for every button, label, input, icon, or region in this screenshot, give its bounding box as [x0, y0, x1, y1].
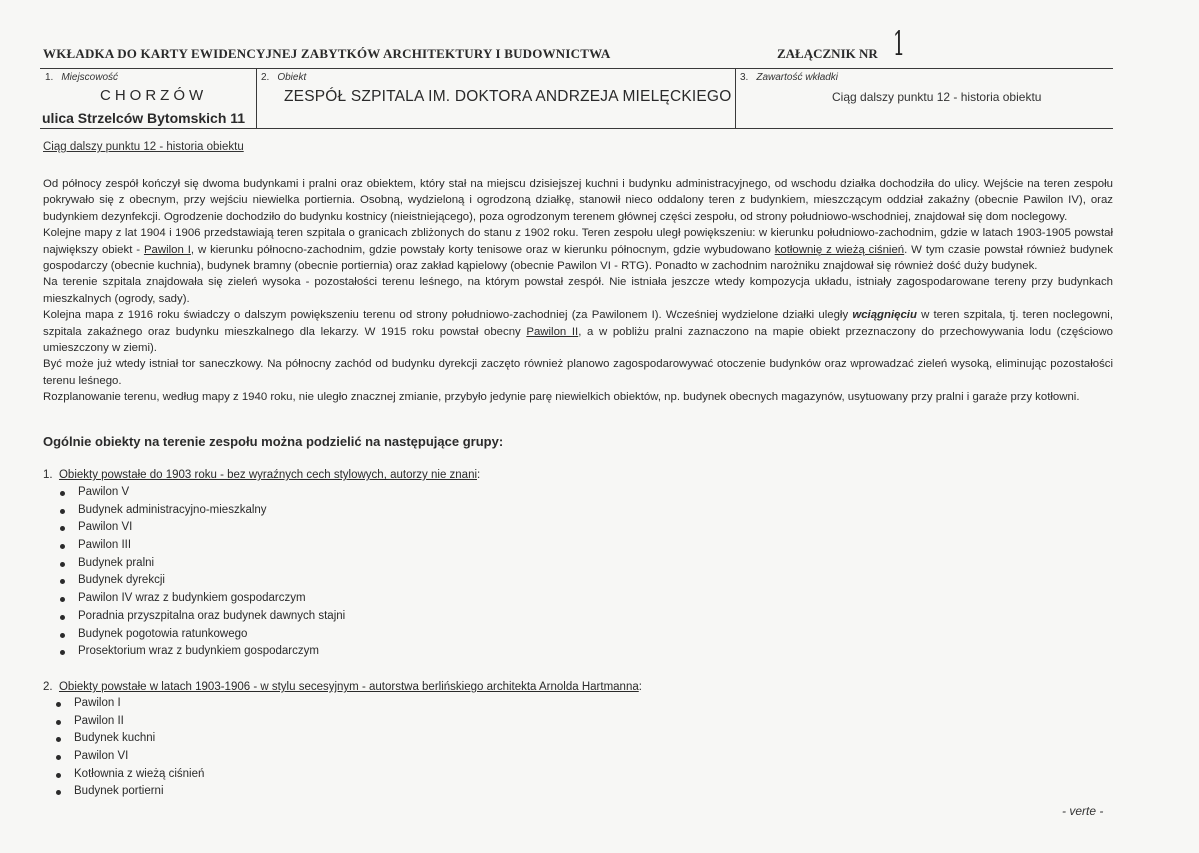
cell-1-number: 1. — [45, 72, 54, 83]
list-item: Pawilon VI — [58, 519, 345, 537]
section-1-colon: : — [477, 469, 481, 481]
cell-2-label: Obiekt — [277, 72, 307, 83]
list-item: Budynek kuchni — [54, 730, 204, 748]
header-divider-2 — [735, 68, 736, 128]
paragraph-4-part-a: Kolejna mapa z 1916 roku świadczy o dalszym powiększeniu terenu od strony południowo-zachodniej (za Pawilonem I). Wcześniej wydzielone działki uległy — [43, 309, 853, 322]
paragraph-2-part-c: . W tym czasie powstał również budynek gospodarczy (obecnie kuchnia), budynek bramny (obecnie portiernia) oraz zakład kąpielowy (obecnie Pawilon VI - RTG). Ponadto w zachodnim narożniku znajdował się również dość duży budynek. — [43, 243, 1113, 273]
verte-note: - verte - — [1062, 804, 1104, 818]
cell-3-number: 3. — [740, 72, 749, 83]
groups-heading: Ogólnie obiekty na terenie zespołu można podzielić na następujące grupy: — [43, 434, 504, 449]
paragraph-3: Na terenie szpitala znajdowała się zieleń wysoka - pozostałości terenu leśnego, na którym powstał zespół. Nie istniała jeszcze wtedy kompozycja układu, istniały zagospodarowane tereny przy budynkach mieszkalnych (ogrody, sady). — [43, 276, 1113, 305]
paragraph-5: Być może już wtedy istniał tor saneczkowy. Na północny zachód od budynku dyrekcji zaczęto również planowo zagospodarowywać otoczenie budynków oraz wprowadzać zieleń wysoką, eliminując pozostałości terenu leśnego. — [43, 358, 1113, 387]
list-item: Poradnia przyszpitalna oraz budynek dawnych stajni — [58, 608, 345, 626]
annex-number: 1 — [893, 24, 905, 64]
cell-2-number: 2. — [261, 72, 270, 83]
list-item: Budynek pogotowia ratunkowego — [58, 626, 345, 644]
annex-label: ZAŁĄCZNIK NR — [777, 46, 878, 61]
section-2-list — [54, 695, 204, 801]
paragraph-4-emphasis: wciągnięciu — [852, 309, 917, 322]
paragraph-2 — [43, 225, 1113, 274]
list-item: Budynek administracyjno-mieszkalny — [58, 502, 345, 520]
location-street: ulica Strzelców Bytomskich 11 — [42, 110, 246, 126]
header-divider-1 — [256, 68, 257, 128]
paragraph-4-part-b: w teren szpitala, tj. teren noclegowni, szpitala zakaźnego oraz budynku mieszkalnego dla lekarzy. W 1915 roku powstał obecny — [43, 309, 1113, 338]
cell-3-label: Zawartość wkładki — [756, 72, 839, 83]
cell-2-header — [261, 72, 306, 83]
cell-3-header — [740, 72, 838, 83]
history-text — [43, 176, 1113, 406]
section-2-title-text: Obiekty powstałe w latach 1903-1906 - w stylu secesyjnym - autorstwa berlińskiego architekta Arnolda Hartmanna — [58, 681, 639, 693]
header-bottom-rule — [40, 128, 1113, 129]
list-item: Prosektorium wraz z budynkiem gospodarczym — [58, 643, 345, 661]
section-1-title — [43, 469, 480, 481]
document-title: WKŁADKA DO KARTY EWIDENCYJNEJ ZABYTKÓW ARCHITEKTURY I BUDOWNICTWA — [43, 46, 611, 61]
header-top-rule — [40, 68, 1113, 69]
list-item: Pawilon IV wraz z budynkiem gospodarczym — [58, 590, 345, 608]
paragraph-4-part-c: , a w pobliżu pralni zaznaczono na mapie obiekt przeznaczony do przechowywania lodu (częściowo umieszczony w ziemi). — [43, 325, 1114, 355]
paragraph-1: Od północy zespół kończył się dwoma budynkami i pralni oraz obiektem, który stał na miejscu dzisiejszej kuchni i budynku administracyjnego, od wschodu działka dochodziła do ulicy. Wejście na teren zespołu pokrywało się z obecnym, przy wejściu niewielka portiernia. Osobną, wydzieloną i ogrodzoną działkę, stanowił nieco oddalony teren z budynkiem, mieszczącym oddział zakaźny (obecnie Pawilon IV), oraz budynkiem dezynfekcji. Ogrodzenie dochodziło do budynku kostnicy (nieistniejącego), poza ogrodzonym terenem głównej części zespołu, od strony południowo-wschodniej, znajdował się dom noclegowy. — [43, 178, 1113, 223]
section-2-number: 2. — [43, 681, 53, 693]
pawilon-ii-ref: Pawilon II — [526, 325, 579, 338]
section-1-list — [58, 484, 345, 661]
section-1-title-text: Obiekty powstałe do 1903 roku - bez wyraźnych cech stylowych, autorzy nie znani — [58, 469, 478, 481]
boiler-house-ref: kotłownię z wieżą ciśnień — [774, 243, 905, 256]
list-item: Pawilon II — [54, 713, 204, 731]
section-2-title — [43, 681, 642, 693]
list-item: Budynek portierni — [54, 783, 204, 801]
pawilon-i-ref: Pawilon I — [143, 243, 191, 256]
cell-1-label: Miejscowość — [61, 72, 119, 83]
list-item: Pawilon I — [54, 695, 204, 713]
list-item: Budynek dyrekcji — [58, 572, 345, 590]
insert-content: Ciąg dalszy punktu 12 - historia obiektu — [832, 90, 1042, 104]
paragraph-2-part-b: , w kierunku północno-zachodnim, gdzie powstały korty tenisowe oraz w kierunku północnym, gdzie wybudowano — [190, 243, 775, 256]
list-item: Pawilon V — [58, 484, 345, 502]
cell-1-header — [45, 72, 118, 83]
list-item: Pawilon III — [58, 537, 345, 555]
subheading: Ciąg dalszy punktu 12 - historia obiektu — [43, 141, 244, 153]
list-item: Pawilon VI — [54, 748, 204, 766]
section-2-colon: : — [638, 681, 642, 693]
list-item: Budynek pralni — [58, 555, 345, 573]
paragraph-2-part-a: Kolejne mapy z lat 1904 i 1906 przedstawiają teren szpitala o granicach zbliżonych do stanu z 1902 roku. Teren zespołu uległ powiększeniu: w kierunku południowo-zachodnim, gdzie w latach 1903-1905 powstał największy obiekt - — [43, 227, 1113, 256]
paragraph-4 — [43, 307, 1113, 356]
object-name: ZESPÓŁ SZPITALA IM. DOKTORA ANDRZEJA MIELĘCKIEGO — [284, 88, 732, 105]
section-1-number: 1. — [43, 469, 53, 481]
list-item: Kotłownia z wieżą ciśnień — [54, 766, 204, 784]
paragraph-6: Rozplanowanie terenu, według mapy z 1940 roku, nie uległo znacznej zmianie, przybyło jedynie parę niewielkich obiektów, np. budynek obecnych magazynów, usytuowany przy pralni i garaże przy kotłowni. — [43, 391, 1080, 404]
location-city: CHORZÓW — [100, 87, 208, 104]
